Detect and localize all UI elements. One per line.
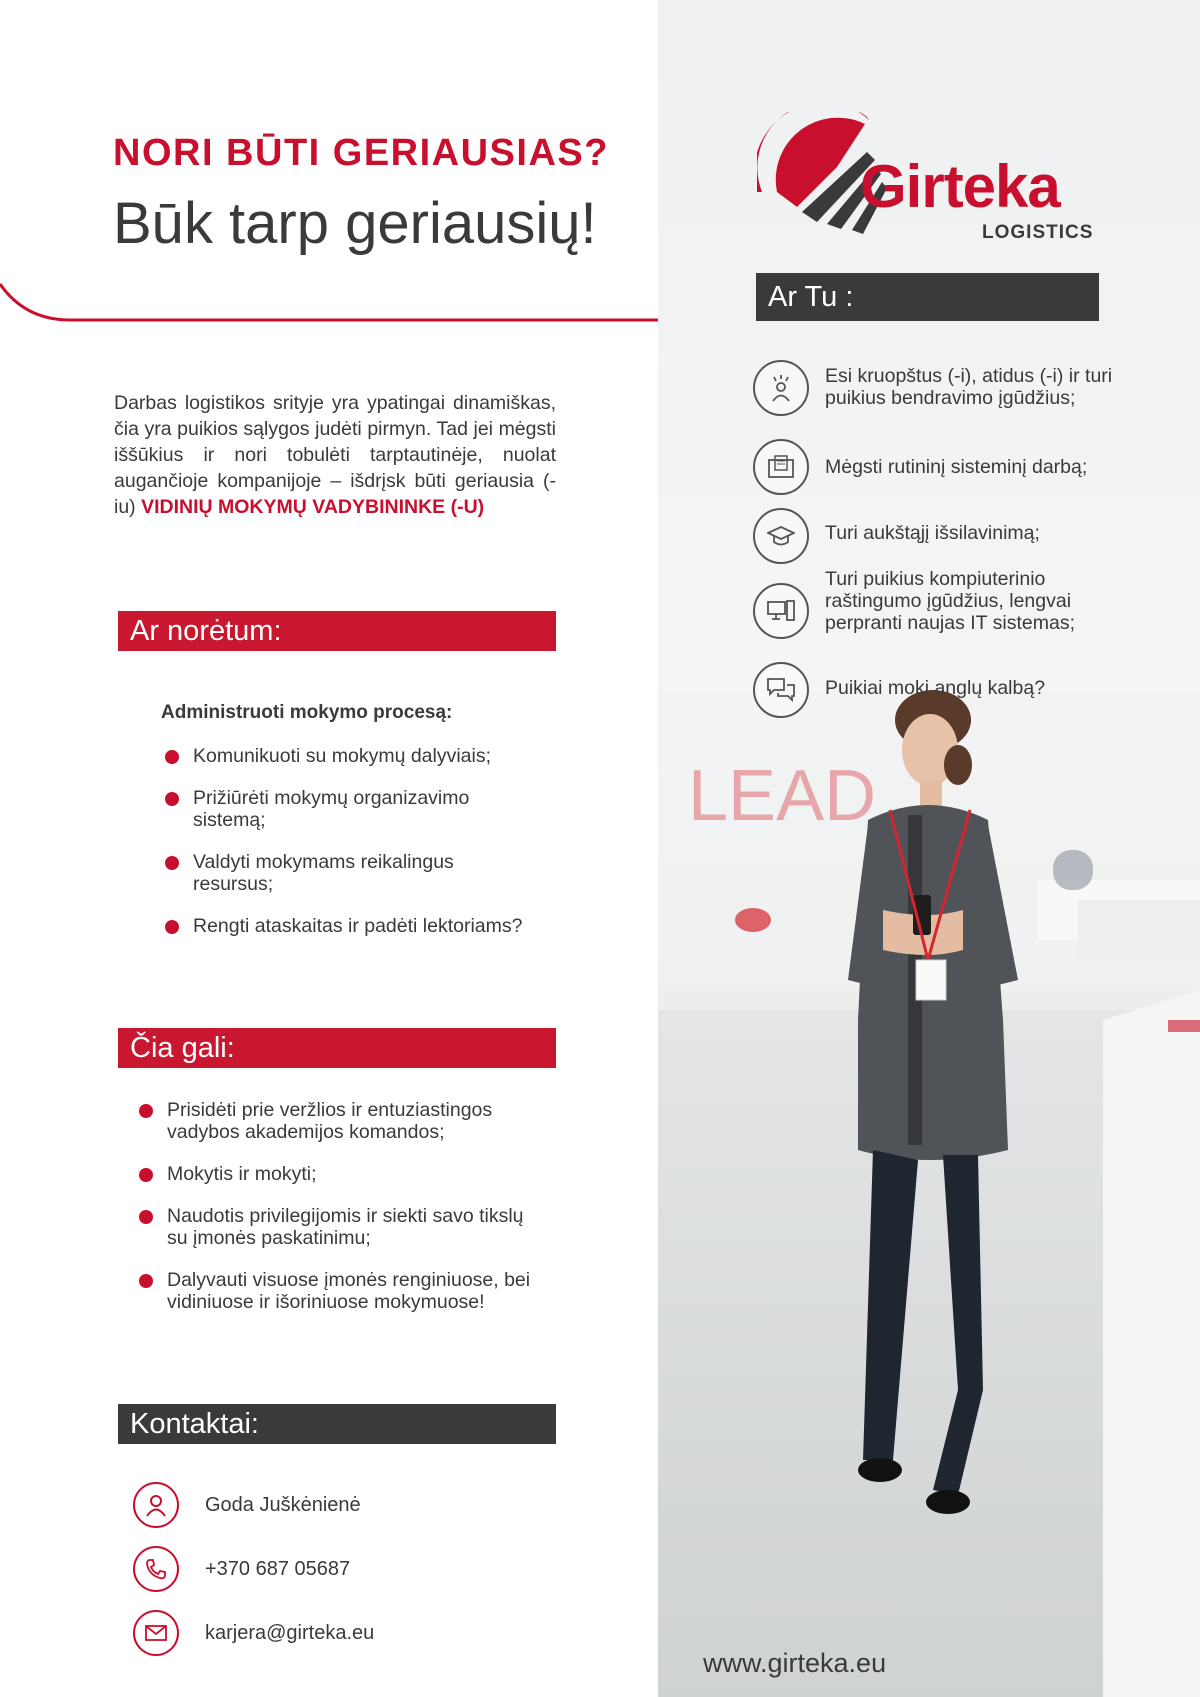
logo-wordmark: Girteka (860, 153, 1060, 220)
decorative-curve (0, 270, 660, 330)
phone-icon (133, 1546, 179, 1592)
mail-icon (133, 1610, 179, 1656)
section-are-you: Ar Tu : (756, 273, 1099, 321)
list-item: Dalyvauti visuose įmonės renginiuose, bei vidiniuose ir išoriniuose mokymuose! (135, 1269, 567, 1313)
requirement-row (753, 360, 1173, 416)
contact-name: Goda Juškėnienė (205, 1494, 361, 1516)
website-link[interactable]: www.girteka.eu (703, 1648, 887, 1678)
section-contacts: Kontaktai: (118, 1404, 556, 1444)
list-item: Naudotis privilegijomis ir siekti savo tikslų su įmonės paskatinimu; (135, 1205, 527, 1249)
list-item: Komunikuoti su mokymų dalyviais; (161, 745, 561, 767)
person-idea-icon (753, 360, 809, 416)
chat-bubbles-icon (753, 662, 809, 718)
here-you-can-list (135, 1099, 555, 1313)
list-item: Prisidėti prie veržlios ir entuziastingos vadybos akademijos komandos; (135, 1099, 527, 1143)
requirement-row (753, 508, 1173, 564)
intro-text: Darbas logistikos srityje yra ypatingai dinamiškas, čia yra puikios sąlygos judėti pirmyn. Tad jei mėgsti iššūkius ir nori tobulėti tarptautinėje, nuolat augančioje kompanijoje – išdrįsk būti geriausia (-iu) (114, 392, 556, 518)
contact-phone[interactable]: +370 687 05687 (205, 1558, 351, 1580)
office-photo (658, 690, 1200, 1697)
would-you-subtitle: Administruoti mokymo procesą: (161, 702, 453, 723)
requirement-row (753, 662, 1173, 718)
contact-email-row[interactable] (133, 1610, 553, 1660)
requirement-row (753, 568, 1173, 639)
section-here-you-can: Čia gali: (118, 1028, 556, 1068)
intro-paragraph (114, 390, 556, 520)
person-icon (133, 1482, 179, 1528)
section-would-you: Ar norėtum: (118, 611, 556, 651)
contact-name-row (133, 1482, 553, 1532)
requirement-text: Esi kruopštus (-i), atidus (-i) ir turi puikius bendravimo įgūdžius; (825, 365, 1113, 409)
requirement-text: Turi aukštąjį išsilavinimą; (825, 522, 1040, 544)
contact-phone-row[interactable] (133, 1546, 553, 1596)
graduation-cap-icon (753, 508, 809, 564)
computer-icon (753, 583, 809, 639)
subheadline: Būk tarp geriausių! (113, 191, 597, 256)
requirement-row (753, 439, 1173, 495)
logo-subtitle: LOGISTICS (982, 222, 1094, 243)
requirement-text: Mėgsti rutininį sisteminį darbą; (825, 456, 1088, 478)
headline: NORI BŪTI GERIAUSIAS? (113, 132, 609, 174)
would-you-list (161, 745, 561, 937)
list-item: Valdyti mokymams reikalingus resursus; (161, 851, 513, 895)
list-item: Rengti ataskaitas ir padėti lektoriams? (161, 915, 561, 937)
wall-lead-text: LEAD (688, 756, 877, 836)
list-item: Mokytis ir mokyti; (135, 1163, 555, 1185)
requirement-text: Puikiai moki anglų kalbą? (825, 677, 1046, 699)
requirement-text: Turi puikius kompiuterinio raštingumo įgūdžius, lengvai perpranti naujas IT sistemas; (825, 568, 1076, 634)
contact-email[interactable]: karjera@girteka.eu (205, 1622, 375, 1644)
position-title: VIDINIŲ MOKYMŲ VADYBININKE (-U) (141, 496, 485, 518)
folder-documents-icon (753, 439, 809, 495)
list-item: Prižiūrėti mokymų organizavimo sistemą; (161, 787, 513, 831)
